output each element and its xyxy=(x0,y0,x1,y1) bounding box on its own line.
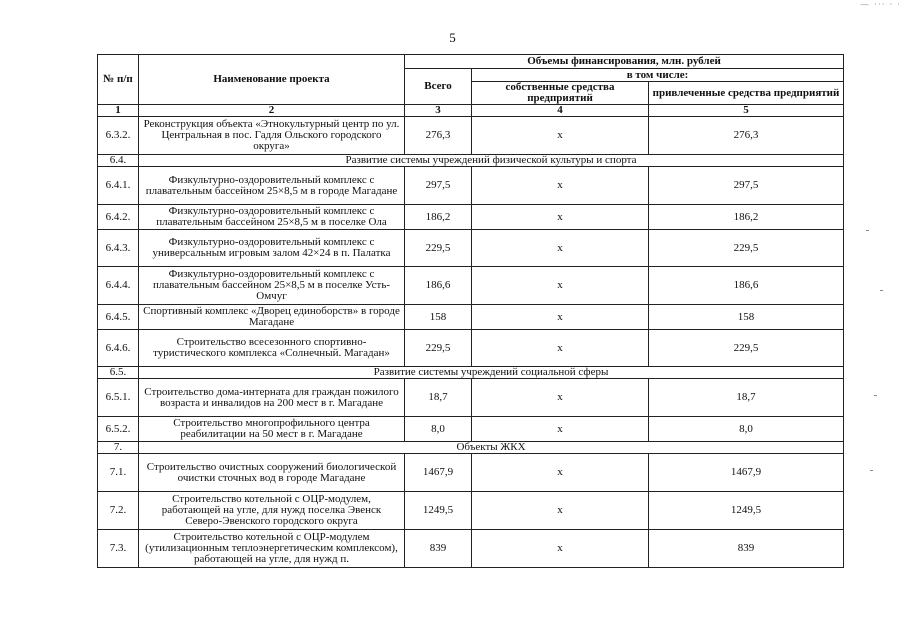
row-own: х xyxy=(472,167,649,205)
index-cell: 2 xyxy=(139,105,405,117)
table-row xyxy=(98,117,844,155)
section-row xyxy=(98,367,844,379)
row-attracted: 276,3 xyxy=(649,117,844,155)
row-num: 6.4.5. xyxy=(98,305,139,330)
row-num: 7.2. xyxy=(98,492,139,530)
table-row xyxy=(98,205,844,230)
row-total: 18,7 xyxy=(405,379,472,417)
table-row xyxy=(98,167,844,205)
row-num: 6.4.2. xyxy=(98,205,139,230)
row-name: Физкультурно-оздоровительный комплекс с плавательным бассейном 25×8,5 м в городе Магадане xyxy=(139,167,405,205)
row-attracted: 839 xyxy=(649,530,844,568)
row-total: 839 xyxy=(405,530,472,568)
table-row xyxy=(98,530,844,568)
row-num: 6.5.2. xyxy=(98,417,139,442)
section-num: 6.4. xyxy=(98,155,139,167)
row-num: 6.4.3. xyxy=(98,230,139,267)
scan-speck xyxy=(874,395,877,396)
section-num: 7. xyxy=(98,442,139,454)
row-own: х xyxy=(472,492,649,530)
row-total: 186,6 xyxy=(405,267,472,305)
index-cell: 5 xyxy=(649,105,844,117)
table-row xyxy=(98,267,844,305)
section-title: Объекты ЖКХ xyxy=(139,442,844,454)
row-attracted: 1249,5 xyxy=(649,492,844,530)
row-name: Спортивный комплекс «Дворец единоборств» в городе Магадане xyxy=(139,305,405,330)
section-title: Развитие системы учреждений физической культуры и спорта xyxy=(139,155,844,167)
header-including: в том числе: xyxy=(472,69,844,82)
row-attracted: 8,0 xyxy=(649,417,844,442)
row-name: Физкультурно-оздоровительный комплекс с плавательным бассейном 25×8,5 м в поселке Усть-Омчуг xyxy=(139,267,405,305)
row-num: 6.4.4. xyxy=(98,267,139,305)
row-total: 1467,9 xyxy=(405,454,472,492)
row-num: 6.4.1. xyxy=(98,167,139,205)
row-attracted: 297,5 xyxy=(649,167,844,205)
index-cell: 4 xyxy=(472,105,649,117)
row-name: Физкультурно-оздоровительный комплекс с плавательным бассейном 25×8,5 м в поселке Ола xyxy=(139,205,405,230)
row-name: Физкультурно-оздоровительный комплекс с универсальным игровым залом 42×24 в п. Палатка xyxy=(139,230,405,267)
row-own: х xyxy=(472,330,649,367)
row-total: 229,5 xyxy=(405,330,472,367)
funding-table xyxy=(97,54,844,568)
row-own: х xyxy=(472,205,649,230)
table-row xyxy=(98,305,844,330)
header-total: Всего xyxy=(405,69,472,105)
row-total: 1249,5 xyxy=(405,492,472,530)
row-name: Реконструкция объекта «Этнокультурный центр по ул. Центральная в пос. Гадля Ольского городского округа» xyxy=(139,117,405,155)
row-total: 276,3 xyxy=(405,117,472,155)
row-num: 6.4.6. xyxy=(98,330,139,367)
row-num: 6.5.1. xyxy=(98,379,139,417)
row-attracted: 186,6 xyxy=(649,267,844,305)
section-title: Развитие системы учреждений социальной сферы xyxy=(139,367,844,379)
row-num: 7.3. xyxy=(98,530,139,568)
header-funding-title: Объемы финансирования, млн. рублей xyxy=(405,55,844,69)
row-own: х xyxy=(472,379,649,417)
index-cell: 3 xyxy=(405,105,472,117)
row-name: Строительство дома-интерната для граждан пожилого возраста и инвалидов на 200 мест в г. Магадане xyxy=(139,379,405,417)
page-number: 5 xyxy=(449,30,456,45)
table-row xyxy=(98,230,844,267)
row-num: 6.3.2. xyxy=(98,117,139,155)
index-cell: 1 xyxy=(98,105,139,117)
row-attracted: 186,2 xyxy=(649,205,844,230)
row-attracted: 18,7 xyxy=(649,379,844,417)
row-attracted: 229,5 xyxy=(649,330,844,367)
section-row xyxy=(98,442,844,454)
row-num: 7.1. xyxy=(98,454,139,492)
header-own: собственные средства предприятий xyxy=(472,82,649,105)
corner-scan-mark: — ··· · · xyxy=(860,0,901,10)
row-own: х xyxy=(472,417,649,442)
row-own: х xyxy=(472,454,649,492)
row-own: х xyxy=(472,117,649,155)
row-attracted: 229,5 xyxy=(649,230,844,267)
row-total: 158 xyxy=(405,305,472,330)
row-name: Строительство котельной с ОЦР-модулем, работающей на угле, для нужд поселка Эвенск Северо-Эвенского городского округа xyxy=(139,492,405,530)
row-own: х xyxy=(472,267,649,305)
table-row xyxy=(98,454,844,492)
row-total: 229,5 xyxy=(405,230,472,267)
table-row xyxy=(98,417,844,442)
row-attracted: 158 xyxy=(649,305,844,330)
row-name: Строительство всесезонного спортивно-туристического комплекса «Солнечный. Магадан» xyxy=(139,330,405,367)
row-own: х xyxy=(472,530,649,568)
row-total: 297,5 xyxy=(405,167,472,205)
row-name: Строительство очистных сооружений биологической очистки сточных вод в городе Магадане xyxy=(139,454,405,492)
scan-speck xyxy=(866,230,869,231)
header-num: № п/п xyxy=(98,55,139,105)
table-row xyxy=(98,379,844,417)
header-name: Наименование проекта xyxy=(139,55,405,105)
table-row xyxy=(98,330,844,367)
row-own: х xyxy=(472,305,649,330)
section-num: 6.5. xyxy=(98,367,139,379)
section-row xyxy=(98,155,844,167)
row-own: х xyxy=(472,230,649,267)
row-name: Строительство многопрофильного центра реабилитации на 50 мест в г. Магадане xyxy=(139,417,405,442)
row-total: 186,2 xyxy=(405,205,472,230)
header-attracted: привлеченные средства предприятий xyxy=(649,82,844,105)
table-row xyxy=(98,492,844,530)
row-name: Строительство котельной с ОЦР-модулем (утилизационным теплоэнергетическим комплексом), работающей на угле, для нужд п. xyxy=(139,530,405,568)
scan-speck xyxy=(880,290,883,291)
row-total: 8,0 xyxy=(405,417,472,442)
scan-speck xyxy=(870,470,873,471)
row-attracted: 1467,9 xyxy=(649,454,844,492)
